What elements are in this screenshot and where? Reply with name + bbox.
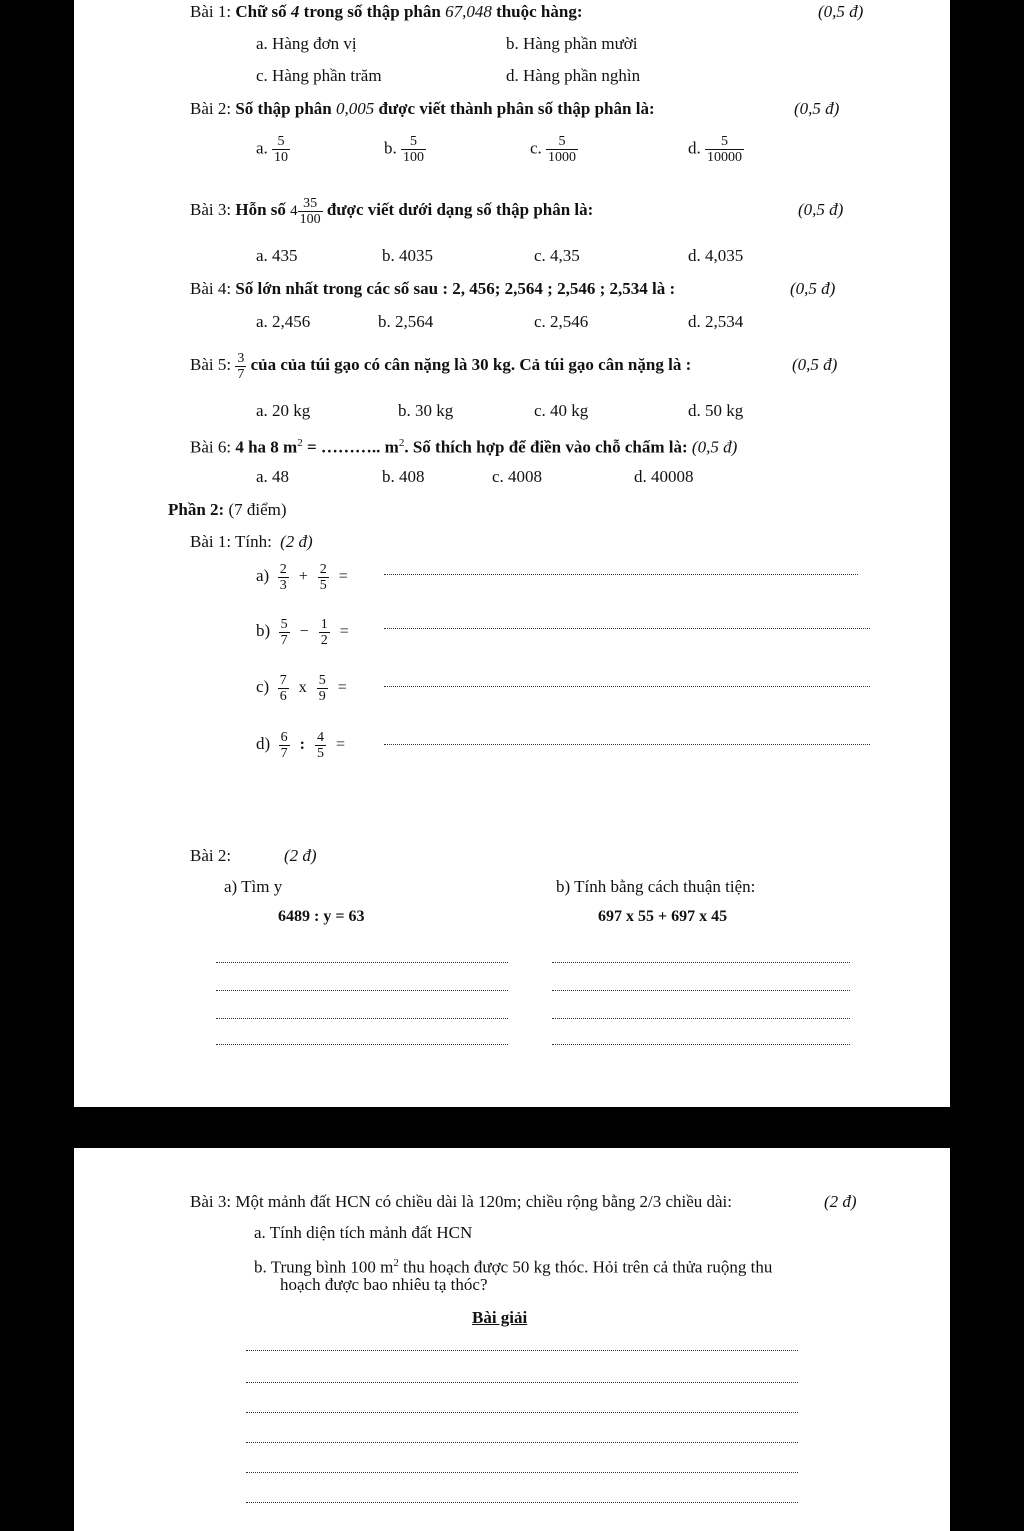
q6-option-b: b. 408 (382, 467, 425, 486)
fraction: $\frac{5}{7}$ (280, 616, 288, 648)
answer-line (246, 1502, 798, 1503)
q4-option-b: b. 2,564 (378, 312, 434, 331)
fraction: $\frac{5}{9}$ (318, 672, 326, 704)
q4-option-a: a. 2,456 (256, 312, 311, 331)
p2-b3-part-b-line2: hoạch được bao nhiêu tạ thóc? (280, 1275, 488, 1294)
fraction: $\frac{5}{100}$ (403, 134, 424, 165)
p2-b1-item-a: a) $\frac{2}{3}$ + $\frac{2}{5}$ = (256, 561, 348, 593)
q1-points: (0,5 đ) (818, 2, 864, 21)
fraction: $\frac{3}{7}$ (237, 350, 245, 382)
q2-option-a: a. $\frac{5}{10}$ (256, 134, 289, 165)
answer-line (552, 1018, 850, 1019)
fraction: $\frac{2}{3}$ (279, 561, 287, 593)
q6-option-c: c. 4008 (492, 467, 543, 486)
q5-question: Bài 5: $\frac{3}{7}$ của của túi gạo có cân nặng là 30 kg. Cả túi gạo cân nặng là : (190, 350, 692, 382)
answer-line (384, 574, 858, 575)
q1-option-d: d. Hàng phần nghìn (506, 66, 641, 85)
fraction: $\frac{2}{5}$ (319, 561, 327, 593)
p2-b1-item-b: b) $\frac{5}{7}$ − $\frac{1}{2}$ = (256, 616, 349, 648)
q1-option-b: b. Hàng phần mười (506, 34, 638, 53)
answer-line (384, 744, 870, 745)
q3-question: Bài 3: Hỗn số 4 $\frac{35}{100}$ được viết dưới dạng số thập phân là: (190, 195, 594, 227)
answer-line (552, 962, 850, 963)
part2-heading: Phần 2: (7 điểm) (168, 500, 287, 519)
answer-line (216, 1044, 508, 1045)
fraction: $\frac{6}{7}$ (280, 729, 288, 761)
answer-line (246, 1350, 798, 1351)
fraction: $\frac{4}{5}$ (317, 729, 324, 761)
answer-line (552, 1044, 850, 1045)
answer-line (384, 628, 870, 629)
fraction: $\frac{5}{10000}$ (707, 134, 742, 165)
p2-b1-heading: Bài 1: Tính: (2 đ) (190, 532, 313, 551)
q3-option-a: a. 435 (256, 246, 298, 265)
p2-b3-part-b: b. Trung bình 100 $m^2$ thu hoạch được 50 kg thóc. Hỏi trên cả thửa ruộng thu (254, 1257, 773, 1277)
q1-option-c: c. Hàng phần trăm (256, 66, 382, 85)
q2-option-d: d. $\frac{5}{10000}$ (688, 134, 742, 165)
fraction: $\frac{1}{2}$ (320, 616, 328, 648)
fraction: $\frac{5}{10}$ (274, 134, 289, 165)
q4-question: Bài 4: Số lớn nhất trong các số sau : 2, 456; 2,564 ; 2,546 ; 2,534 là : (190, 279, 676, 298)
p2-b2-label: Bài 2: (190, 846, 232, 865)
q5-option-a: a. 20 kg (256, 401, 311, 420)
answer-line (384, 686, 870, 687)
worksheet-page-1 (74, 0, 950, 1107)
fraction: $\frac{5}{1000}$ (548, 134, 577, 165)
q5-option-c: c. 40 kg (534, 401, 589, 420)
q2-option-b: b. $\frac{5}{100}$ (384, 134, 424, 165)
q4-points: (0,5 đ) (790, 279, 836, 298)
q3-option-b: b. 4035 (382, 246, 433, 265)
q2-points: (0,5 đ) (794, 99, 840, 118)
mixed-number-fraction: $\frac{35}{100}$ (299, 195, 321, 227)
q3-option-c: c. 4,35 (534, 246, 580, 265)
q3-points: (0,5 đ) (798, 200, 844, 219)
q5-points: (0,5 đ) (792, 355, 838, 374)
q1-option-a: a. Hàng đơn vị (256, 34, 357, 53)
solution-title: Bài giải (472, 1308, 528, 1327)
fraction: $\frac{7}{6}$ (279, 672, 287, 704)
answer-line (216, 990, 508, 991)
p2-b3-part-a: a. Tính diện tích mảnh đất HCN (254, 1223, 473, 1242)
q6-question: Bài 6: 4 ha 8 $m^2$ = ……….. $m^2$. Số thích hợp để điền vào chỗ chấm là: (0,5 đ) (190, 437, 738, 457)
q5-option-d: d. 50 kg (688, 401, 744, 420)
answer-line (552, 990, 850, 991)
answer-line (216, 962, 508, 963)
q6-option-a: a. 48 (256, 467, 290, 486)
answer-line (246, 1382, 798, 1383)
answer-line (246, 1412, 798, 1413)
p2-b1-item-d: d) $\frac{6}{7}$ : $\frac{4}{5}$ = (256, 729, 346, 761)
answer-line (216, 1018, 508, 1019)
p2-b2-b-expression: 697 x 55 + 697 x 45 (598, 908, 728, 925)
q6-points: (0,5 đ) (691, 437, 738, 457)
p2-b2-points: (2 đ) (284, 846, 317, 865)
answer-line (246, 1472, 798, 1473)
p2-b1-item-c: c) $\frac{7}{6}$ x $\frac{5}{9}$ = (256, 672, 347, 704)
q2-question: Bài 2: Số thập phân 0,005 được viết thành phân số thập phân là: (190, 99, 655, 118)
q4-option-d: d. 2,534 (688, 312, 744, 331)
q2-option-c: c. $\frac{5}{1000}$ (530, 134, 577, 165)
q3-option-d: d. 4,035 (688, 246, 744, 265)
worksheet-page-2 (74, 1148, 950, 1531)
q5-option-b: b. 30 kg (398, 401, 454, 420)
q6-option-d: d. 40008 (634, 467, 694, 486)
p2-b2-b-label: b) Tính bằng cách thuận tiện: (556, 877, 756, 896)
q1-question: Bài 1: Chữ số 4 trong số thập phân 67,048 thuộc hàng: (190, 2, 583, 21)
p2-b3-question: Bài 3: Một mảnh đất HCN có chiều dài là 120m; chiều rộng bằng 2/3 chiều dài: (190, 1192, 733, 1211)
p2-b3-points: (2 đ) (824, 1192, 857, 1211)
answer-line (246, 1442, 798, 1443)
q4-option-c: c. 2,546 (534, 312, 589, 331)
p2-b2-a-expression: 6489 : y = 63 (278, 908, 365, 925)
p2-b2-a-label: a) Tìm y (224, 877, 283, 896)
